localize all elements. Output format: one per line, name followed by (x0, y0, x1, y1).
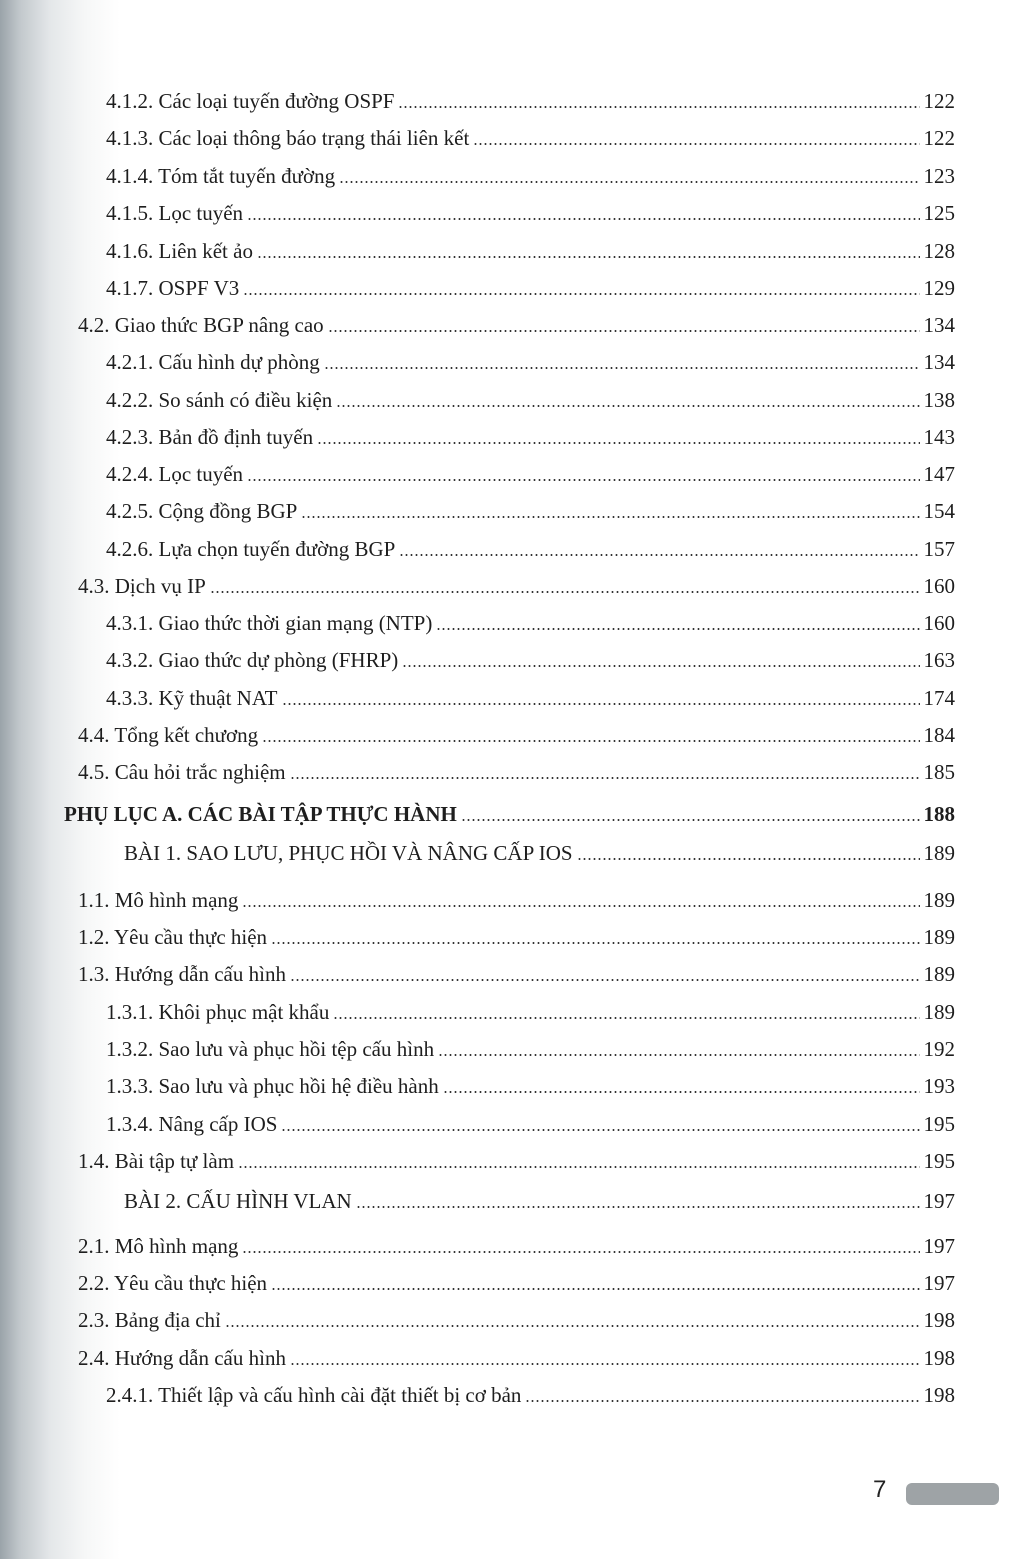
toc-entry-title: 1.2. Yêu cầu thực hiện (78, 925, 268, 949)
toc-entry-page: 123 (923, 164, 955, 188)
toc-entry-page: 154 (923, 499, 955, 523)
toc-entry-title: 4.1.3. Các loại thông báo trạng thái liên kết (106, 126, 470, 150)
toc-entry (106, 196, 955, 226)
toc-entry-title: 1.4. Bài tập tự làm (78, 1149, 235, 1173)
toc-dot-leader (324, 367, 920, 369)
toc-entry-title: 1.3.2. Sao lưu và phục hồi tệp cấu hình (106, 1037, 435, 1061)
toc-dot-leader (210, 591, 920, 593)
toc-entry (106, 383, 955, 413)
toc-dot-leader (242, 1251, 919, 1253)
toc-entry-title: 4.1.4. Tóm tắt tuyến đường (106, 164, 336, 188)
toc-entry (78, 957, 955, 987)
toc-entry-page: 198 (923, 1346, 955, 1370)
toc-dot-leader (238, 1166, 919, 1168)
toc-entry-page: 189 (923, 888, 955, 912)
toc-entry-title: 2.2. Yêu cầu thực hiện (78, 1271, 268, 1295)
toc-dot-leader (317, 442, 919, 444)
toc-entry-title: 4.1.5. Lọc tuyến (106, 201, 244, 225)
toc-entry-title: 2.3. Bảng địa chỉ (78, 1308, 221, 1332)
toc-entry-title: 4.3.1. Giao thức thời gian mạng (NTP) (106, 611, 433, 635)
toc-dot-leader (290, 777, 920, 779)
toc-entry (78, 1229, 955, 1259)
toc-entry (106, 420, 955, 450)
page-number: 7 (873, 1476, 887, 1503)
toc-entry (106, 234, 955, 264)
toc-dot-leader (271, 1288, 919, 1290)
toc-entry-title: 2.1. Mô hình mạng (78, 1234, 239, 1258)
toc-entry (106, 1107, 955, 1137)
toc-entry (106, 606, 955, 636)
toc-dot-leader (339, 181, 919, 183)
toc-entry-page: 160 (923, 611, 955, 635)
toc-entry (124, 1184, 955, 1214)
page-number-tab (906, 1483, 999, 1505)
toc-entry (106, 121, 955, 151)
toc-entry-page: 195 (923, 1149, 955, 1173)
toc-dot-leader (577, 858, 920, 860)
toc-entry-title: 4.2.2. So sánh có điều kiện (106, 388, 333, 412)
toc-entry (106, 494, 955, 524)
toc-entry-page: 129 (923, 276, 955, 300)
toc-entry-page: 122 (923, 126, 955, 150)
toc-entry-page: 185 (923, 760, 955, 784)
toc-dot-leader (225, 1325, 920, 1327)
toc-dot-leader (525, 1400, 919, 1402)
toc-entry (78, 308, 955, 338)
toc-entry-title: 4.2.1. Cấu hình dự phòng (106, 350, 320, 374)
toc-entry (106, 271, 955, 301)
toc-dot-leader (282, 703, 920, 705)
toc-entry-title: 4.2.6. Lựa chọn tuyến đường BGP (106, 537, 396, 561)
toc-dot-leader (290, 979, 920, 981)
toc-entry-page: 138 (923, 388, 955, 412)
toc-entry (106, 643, 955, 673)
toc-entry (106, 1378, 955, 1408)
toc-entry-title: 4.2.3. Bản đồ định tuyến (106, 425, 314, 449)
toc-entry (78, 1266, 955, 1296)
toc-entry-page: 134 (923, 313, 955, 337)
toc-entry (106, 532, 955, 562)
toc-dot-leader (301, 516, 919, 518)
toc-dot-leader (336, 405, 919, 407)
toc-entry-title: 4.4. Tổng kết chương (78, 723, 259, 747)
toc-entry-page: 157 (923, 537, 955, 561)
toc-entry-title: 4.3.2. Giao thức dự phòng (FHRP) (106, 648, 399, 672)
toc-dot-leader (461, 819, 920, 821)
toc-entry-page: 197 (923, 1271, 955, 1295)
toc-entry (106, 1069, 955, 1099)
toc-entry-page: 192 (923, 1037, 955, 1061)
toc-entry (78, 718, 955, 748)
toc-entry (78, 1144, 955, 1174)
toc-entry-page: 198 (923, 1308, 955, 1332)
toc-entry-title: 4.3. Dịch vụ IP (78, 574, 206, 598)
toc-dot-leader (242, 905, 919, 907)
toc-entry-title: BÀI 2. CẤU HÌNH VLAN (124, 1189, 352, 1213)
toc-entry-title: 1.3. Hướng dẫn cấu hình (78, 962, 286, 986)
toc-entry-page: 184 (923, 723, 955, 747)
toc-dot-leader (262, 740, 919, 742)
toc-entry-title: BÀI 1. SAO LƯU, PHỤC HỒI VÀ NÂNG CẤP IOS (124, 841, 573, 865)
toc-entry-title: 1.3.3. Sao lưu và phục hồi hệ điều hành (106, 1074, 439, 1098)
toc-entry (106, 84, 955, 114)
toc-entry-page: 174 (923, 686, 955, 710)
toc-entry (78, 920, 955, 950)
toc-entry (106, 457, 955, 487)
toc-entry-page: 189 (923, 925, 955, 949)
toc-entry (124, 836, 955, 866)
toc-dot-leader (281, 1129, 919, 1131)
toc-entry-page: 189 (923, 962, 955, 986)
toc-dot-leader (247, 479, 919, 481)
toc-dot-leader (443, 1091, 920, 1093)
toc-entry-title: 4.3.3. Kỹ thuật NAT (106, 686, 278, 710)
toc-entry (78, 883, 955, 913)
toc-entry-title: 2.4.1. Thiết lập và cấu hình cài đặt thiết bị cơ bản (106, 1383, 522, 1407)
toc-entry-page: 193 (923, 1074, 955, 1098)
toc-entry-title: 1.3.1. Khôi phục mật khẩu (106, 1000, 330, 1024)
toc-dot-leader (402, 665, 919, 667)
toc-entry-page: 198 (923, 1383, 955, 1407)
toc-entry-page: 147 (923, 462, 955, 486)
toc-entry-title: 2.4. Hướng dẫn cấu hình (78, 1346, 286, 1370)
toc-entry (78, 1303, 955, 1333)
toc-entry (106, 1032, 955, 1062)
toc-entry-page: 134 (923, 350, 955, 374)
toc-entry (78, 569, 955, 599)
toc-entry-title: 4.1.7. OSPF V3 (106, 276, 240, 300)
toc-entry (64, 797, 955, 827)
toc-dot-leader (399, 554, 919, 556)
toc-entry (106, 681, 955, 711)
toc-entry-page: 160 (923, 574, 955, 598)
toc-dot-leader (247, 218, 919, 220)
toc-entry-title: 1.1. Mô hình mạng (78, 888, 239, 912)
toc-entry-page: 128 (923, 239, 955, 263)
toc-entry-title: 4.2. Giao thức BGP nâng cao (78, 313, 324, 337)
toc-entry-title: 4.1.2. Các loại tuyến đường OSPF (106, 89, 395, 113)
toc-entry-title: 4.5. Câu hỏi trắc nghiệm (78, 760, 286, 784)
toc-entry-page: 188 (923, 802, 955, 826)
toc-entry-title: 4.1.6. Liên kết ảo (106, 239, 253, 263)
toc-entry-page: 189 (923, 841, 955, 865)
toc-entry (78, 755, 955, 785)
toc-dot-leader (271, 942, 919, 944)
toc-entry (106, 995, 955, 1025)
toc-dot-leader (243, 293, 919, 295)
toc-dot-leader (473, 143, 919, 145)
toc-entry-page: 189 (923, 1000, 955, 1024)
toc-entry-page: 122 (923, 89, 955, 113)
toc-entry-page: 195 (923, 1112, 955, 1136)
toc-entry-page: 197 (923, 1189, 955, 1213)
toc-entry (106, 159, 955, 189)
toc-entry-page: 143 (923, 425, 955, 449)
toc-entry-title: 4.2.5. Cộng đồng BGP (106, 499, 298, 523)
toc-dot-leader (436, 628, 919, 630)
toc-entry-title: 4.2.4. Lọc tuyến (106, 462, 244, 486)
toc-entry (78, 1341, 955, 1371)
toc-dot-leader (398, 106, 919, 108)
toc-dot-leader (257, 256, 920, 258)
toc-dot-leader (333, 1017, 919, 1019)
toc-entry-page: 163 (923, 648, 955, 672)
toc-dot-leader (328, 330, 920, 332)
toc-entry-title: PHỤ LỤC A. CÁC BÀI TẬP THỰC HÀNH (64, 802, 457, 826)
toc-entry (106, 345, 955, 375)
toc-entry-page: 125 (923, 201, 955, 225)
toc-dot-leader (356, 1206, 920, 1208)
toc-dot-leader (438, 1054, 919, 1056)
toc-dot-leader (290, 1363, 920, 1365)
toc-entry-page: 197 (923, 1234, 955, 1258)
toc-entry-title: 1.3.4. Nâng cấp IOS (106, 1112, 278, 1136)
